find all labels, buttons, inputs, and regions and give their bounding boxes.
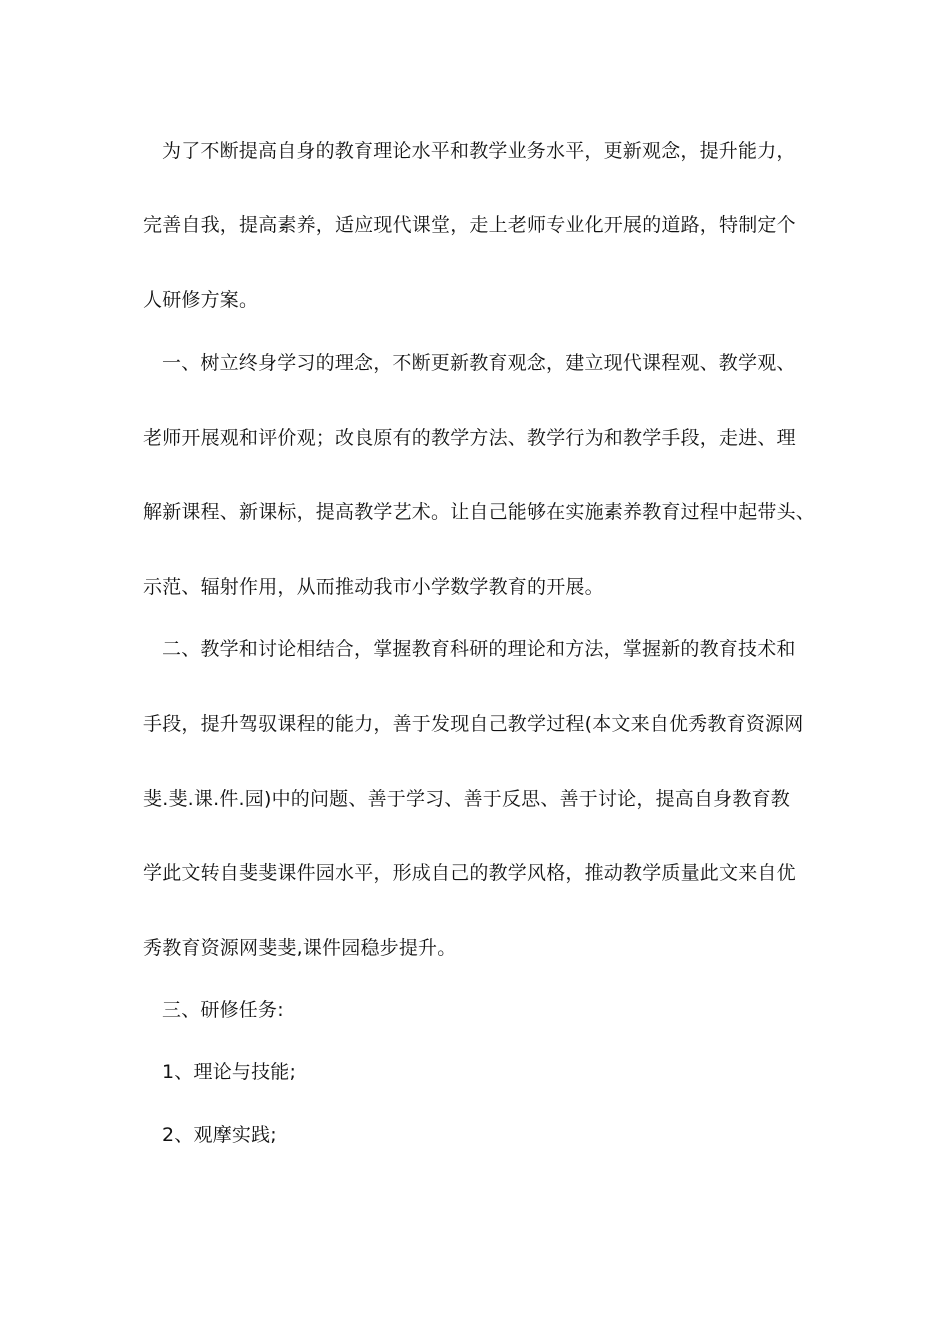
intro-line-1: 为了不断提高自身的教育理论水平和教学业务水平，更新观念，提升能力， <box>162 140 796 162</box>
section2-line-2: 手段，提升驾驭课程的能力，善于发现自己教学过程(本文来自优秀教育资源网 <box>143 713 804 735</box>
section2-line-1: 二、教学和讨论相结合，掌握教育科研的理论和方法，掌握新的教育技术和 <box>162 638 796 660</box>
section1-line-3: 解新课程、新课标，提高教学艺术。让自己能够在实施素养教育过程中起带头、 <box>143 501 816 523</box>
section1-line-2: 老师开展观和评价观；改良原有的教学方法、教学行为和教学手段，走进、理 <box>143 427 796 449</box>
section1-line-1: 一、树立终身学习的理念，不断更新教育观念，建立现代课程观、教学观、 <box>162 352 796 374</box>
section3-item-1: 1、理论与技能; <box>162 1061 297 1083</box>
section2-line-3: 斐.斐.课.件.园)中的问题、善于学习、善于反思、善于讨论，提高自身教育教 <box>143 788 790 810</box>
intro-line-3: 人研修方案。 <box>143 289 259 311</box>
section3-heading: 三、研修任务: <box>162 999 284 1021</box>
section2-line-5: 秀教育资源网斐斐,课件园稳步提升。 <box>143 937 457 959</box>
section3-item-2: 2、观摩实践; <box>162 1124 277 1146</box>
section2-line-4: 学此文转自斐斐课件园水平，形成自己的教学风格，推动教学质量此文来自优 <box>143 862 796 884</box>
intro-line-2: 完善自我，提高素养，适应现代课堂，走上老师专业化开展的道路，特制定个 <box>143 214 796 236</box>
section1-line-4: 示范、辐射作用，从而推动我市小学数学教育的开展。 <box>143 576 604 598</box>
